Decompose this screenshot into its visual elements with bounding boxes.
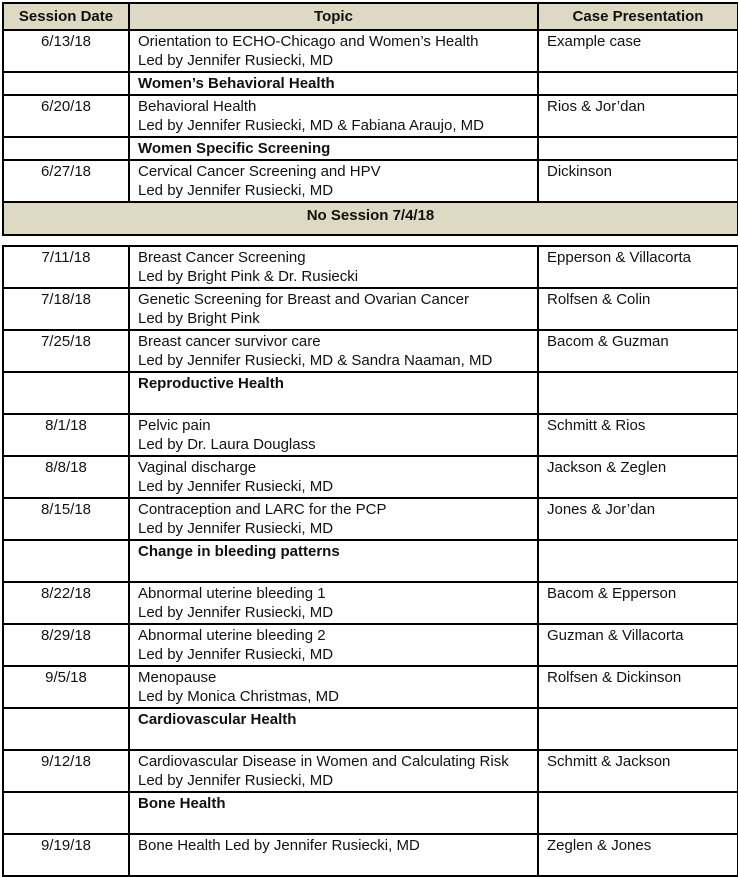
topic-cell	[129, 137, 538, 160]
date-cell: 8/22/18	[3, 582, 129, 624]
topic-line: Genetic Screening for Breast and Ovarian Cancer	[138, 291, 470, 308]
topic-line: Led by Jennifer Rusiecki, MD	[138, 478, 334, 495]
session-row	[3, 666, 738, 708]
notice-cell: No Session 7/4/18	[3, 202, 738, 235]
date-cell: 7/11/18	[3, 246, 129, 288]
date-cell	[3, 708, 129, 750]
topic-line: Abnormal uterine bleeding 2	[138, 627, 326, 644]
schedule-table	[2, 2, 738, 877]
topic-line: Abnormal uterine bleeding 1	[138, 585, 326, 602]
topic-cell	[129, 750, 538, 792]
session-row	[3, 30, 738, 72]
case-cell: Jackson & Zeglen	[538, 456, 738, 498]
session-row	[3, 160, 738, 202]
spacer-row	[3, 235, 738, 246]
topic-line: Breast Cancer Screening	[138, 249, 306, 266]
topic-line: Led by Bright Pink & Dr. Rusiecki	[138, 268, 359, 285]
case-cell: Rolfsen & Dickinson	[538, 666, 738, 708]
spacer-cell	[3, 235, 738, 246]
topic-line: Orientation to ECHO-Chicago and Women’s Health	[138, 33, 479, 50]
topic-line: Led by Jennifer Rusiecki, MD	[138, 520, 334, 537]
section-label: Cardiovascular Health	[138, 711, 297, 728]
case-cell	[538, 792, 738, 834]
topic-cell	[129, 624, 538, 666]
topic-line	[138, 813, 529, 832]
topic-line: Breast cancer survivor care	[138, 333, 321, 350]
case-cell: Dickinson	[538, 160, 738, 202]
date-cell	[3, 372, 129, 414]
date-cell: 8/29/18	[3, 624, 129, 666]
session-row	[3, 330, 738, 372]
date-cell: 8/8/18	[3, 456, 129, 498]
topic-line: Behavioral Health	[138, 98, 257, 115]
case-cell: Jones & Jor’dan	[538, 498, 738, 540]
topic-line: Cervical Cancer Screening and HPV	[138, 163, 381, 180]
case-cell: Guzman & Villacorta	[538, 624, 738, 666]
case-cell: Rios & Jor’dan	[538, 95, 738, 137]
topic-line: Pelvic pain	[138, 417, 211, 434]
topic-cell	[129, 330, 538, 372]
topic-line: Led by Jennifer Rusiecki, MD	[138, 772, 334, 789]
date-cell	[3, 540, 129, 582]
notice-row	[3, 202, 738, 235]
topic-cell	[129, 792, 538, 834]
topic-line: Cardiovascular Disease in Women and Calculating Risk	[138, 753, 509, 770]
section-row	[3, 137, 738, 160]
case-cell: Epperson & Villacorta	[538, 246, 738, 288]
date-cell: 6/27/18	[3, 160, 129, 202]
topic-cell	[129, 414, 538, 456]
date-cell: 7/25/18	[3, 330, 129, 372]
session-row	[3, 750, 738, 792]
date-cell: 9/19/18	[3, 834, 129, 876]
date-cell: 9/5/18	[3, 666, 129, 708]
topic-line: Led by Bright Pink	[138, 310, 260, 327]
date-cell	[3, 137, 129, 160]
case-cell: Schmitt & Jackson	[538, 750, 738, 792]
topic-cell	[129, 160, 538, 202]
section-label: Change in bleeding patterns	[138, 543, 340, 560]
case-cell	[538, 137, 738, 160]
topic-line: Led by Jennifer Rusiecki, MD	[138, 646, 334, 663]
session-row	[3, 414, 738, 456]
case-cell: Bacom & Guzman	[538, 330, 738, 372]
section-row	[3, 540, 738, 582]
topic-cell	[129, 372, 538, 414]
topic-line	[138, 393, 529, 412]
topic-line	[138, 729, 529, 748]
date-cell	[3, 792, 129, 834]
session-row	[3, 95, 738, 137]
topic-line: Led by Dr. Laura Douglass	[138, 436, 316, 453]
topic-line: Led by Jennifer Rusiecki, MD & Sandra Naaman, MD	[138, 352, 493, 369]
section-label: Bone Health	[138, 795, 226, 812]
case-cell: Bacom & Epperson	[538, 582, 738, 624]
section-row	[3, 72, 738, 95]
session-row	[3, 498, 738, 540]
topic-cell	[129, 666, 538, 708]
header-cell-session-date: Session Date	[3, 3, 129, 30]
topic-line	[138, 855, 529, 874]
header-row	[3, 3, 738, 30]
topic-cell	[129, 72, 538, 95]
topic-line: Led by Jennifer Rusiecki, MD	[138, 182, 334, 199]
date-cell: 7/18/18	[3, 288, 129, 330]
topic-line: Contraception and LARC for the PCP	[138, 501, 387, 518]
topic-cell	[129, 30, 538, 72]
topic-line	[138, 561, 529, 580]
topic-line: Led by Jennifer Rusiecki, MD & Fabiana Araujo, MD	[138, 117, 484, 134]
case-cell: Rolfsen & Colin	[538, 288, 738, 330]
topic-cell	[129, 246, 538, 288]
date-cell: 8/1/18	[3, 414, 129, 456]
topic-cell	[129, 540, 538, 582]
header-cell-case-presentation: Case Presentation	[538, 3, 738, 30]
topic-line: Vaginal discharge	[138, 459, 257, 476]
topic-line: Menopause	[138, 669, 217, 686]
case-cell	[538, 372, 738, 414]
topic-cell	[129, 498, 538, 540]
header-cell-topic: Topic	[129, 3, 538, 30]
session-row	[3, 834, 738, 876]
topic-cell	[129, 582, 538, 624]
section-row	[3, 708, 738, 750]
section-label: Women Specific Screening	[138, 140, 331, 157]
topic-line: Led by Jennifer Rusiecki, MD	[138, 604, 334, 621]
topic-cell	[129, 708, 538, 750]
section-row	[3, 792, 738, 834]
date-cell: 8/15/18	[3, 498, 129, 540]
case-cell: Example case	[538, 30, 738, 72]
session-row	[3, 456, 738, 498]
case-cell	[538, 708, 738, 750]
session-row	[3, 624, 738, 666]
topic-cell	[129, 288, 538, 330]
case-cell: Schmitt & Rios	[538, 414, 738, 456]
section-label: Women’s Behavioral Health	[138, 75, 335, 92]
date-cell: 9/12/18	[3, 750, 129, 792]
case-cell: Zeglen & Jones	[538, 834, 738, 876]
session-row	[3, 246, 738, 288]
topic-cell	[129, 456, 538, 498]
topic-cell	[129, 834, 538, 876]
date-cell: 6/13/18	[3, 30, 129, 72]
topic-cell	[129, 95, 538, 137]
section-label: Reproductive Health	[138, 375, 284, 392]
section-row	[3, 372, 738, 414]
date-cell: 6/20/18	[3, 95, 129, 137]
case-cell	[538, 72, 738, 95]
topic-line: Led by Monica Christmas, MD	[138, 688, 339, 705]
date-cell	[3, 72, 129, 95]
session-row	[3, 288, 738, 330]
topic-line: Led by Jennifer Rusiecki, MD	[138, 52, 334, 69]
case-cell	[538, 540, 738, 582]
topic-line: Bone Health Led by Jennifer Rusiecki, MD	[138, 837, 420, 854]
session-row	[3, 582, 738, 624]
